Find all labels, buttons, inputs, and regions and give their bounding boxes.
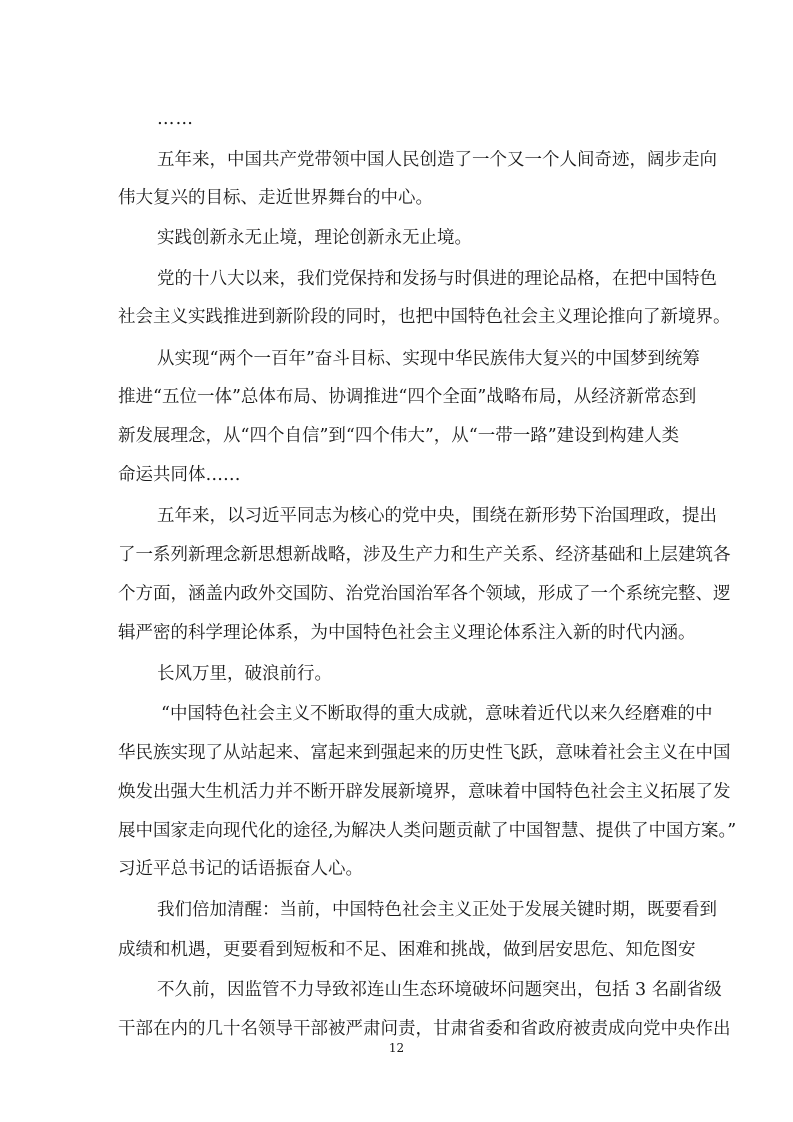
text-line: 焕发出强大生机活力并不断开辟发展新境界，意味着中国特色社会主义拓展了发: [118, 782, 731, 802]
text-line: 伟大复兴的目标、走近世界舞台的中心。: [118, 188, 433, 208]
text-line: 社会主义实践推进到新阶段的同时，也把中国特色社会主义理论推向了新境界。: [118, 307, 731, 327]
text-line: 不久前，因监管不力导致祁连山生态环境破坏问题突出，包括 3 名副省级: [157, 980, 722, 1000]
text-line: 五年来，中国共产党带领中国人民创造了一个又一个人间奇迹，阔步走向: [157, 150, 717, 170]
page-number: 12: [388, 1041, 405, 1055]
text-line: 从实现“两个一百年”奋斗目标、实现中华民族伟大复兴的中国梦到统筹: [157, 349, 700, 369]
text-line: 实践创新永无止境，理论创新永无止境。: [157, 228, 472, 248]
text-line: 了一系列新理念新思想新战略，涉及生产力和生产关系、经济基础和上层建筑各: [118, 545, 731, 565]
text-line: 新发展理念，从“四个自信”到“四个伟大”，从“一带一路”建设到构建人类: [118, 426, 680, 446]
text-line: 命运共同体……: [118, 465, 241, 485]
text-line: 党的十八大以来，我们党保持和发扬与时俱进的理论品格，在把中国特色: [157, 269, 717, 289]
text-line: 干部在内的几十名领导干部被严肃问责，甘肃省委和省政府被责成向党中央作出: [118, 1019, 731, 1039]
text-line: “中国特色社会主义不断取得的重大成就，意味着近代以来久经磨难的中: [161, 704, 713, 724]
text-line: 展中国家走向现代化的途径,为解决人类问题贡献了中国智慧、提供了中国方案。”: [118, 821, 737, 841]
text-line: 五年来，以习近平同志为核心的党中央，围绕在新形势下治国理政，提出: [157, 506, 717, 526]
text-line: 个方面，涵盖内政外交国防、治党治国治军各个领域，形成了一个系统完整、逻: [118, 584, 731, 604]
text-line: 长风万里，破浪前行。: [157, 664, 332, 684]
text-line: 习近平总书记的话语振奋人心。: [118, 859, 363, 879]
text-line: 华民族实现了从站起来、富起来到强起来的历史性飞跃，意味着社会主义在中国: [118, 743, 731, 763]
text-line: 我们倍加清醒：当前，中国特色社会主义正处于发展关键时期，既要看到: [157, 900, 717, 920]
text-line: 推进“五位一体”总体布局、协调推进“四个全面”战略布局，从经济新常态到: [118, 387, 697, 407]
text-line: ……: [157, 109, 194, 129]
text-line: 成绩和机遇，更要看到短板和不足、困难和挑战，做到居安思危、知危图安: [118, 940, 696, 960]
text-line: 辑严密的科学理论体系，为中国特色社会主义理论体系注入新的时代内涵。: [118, 623, 696, 643]
